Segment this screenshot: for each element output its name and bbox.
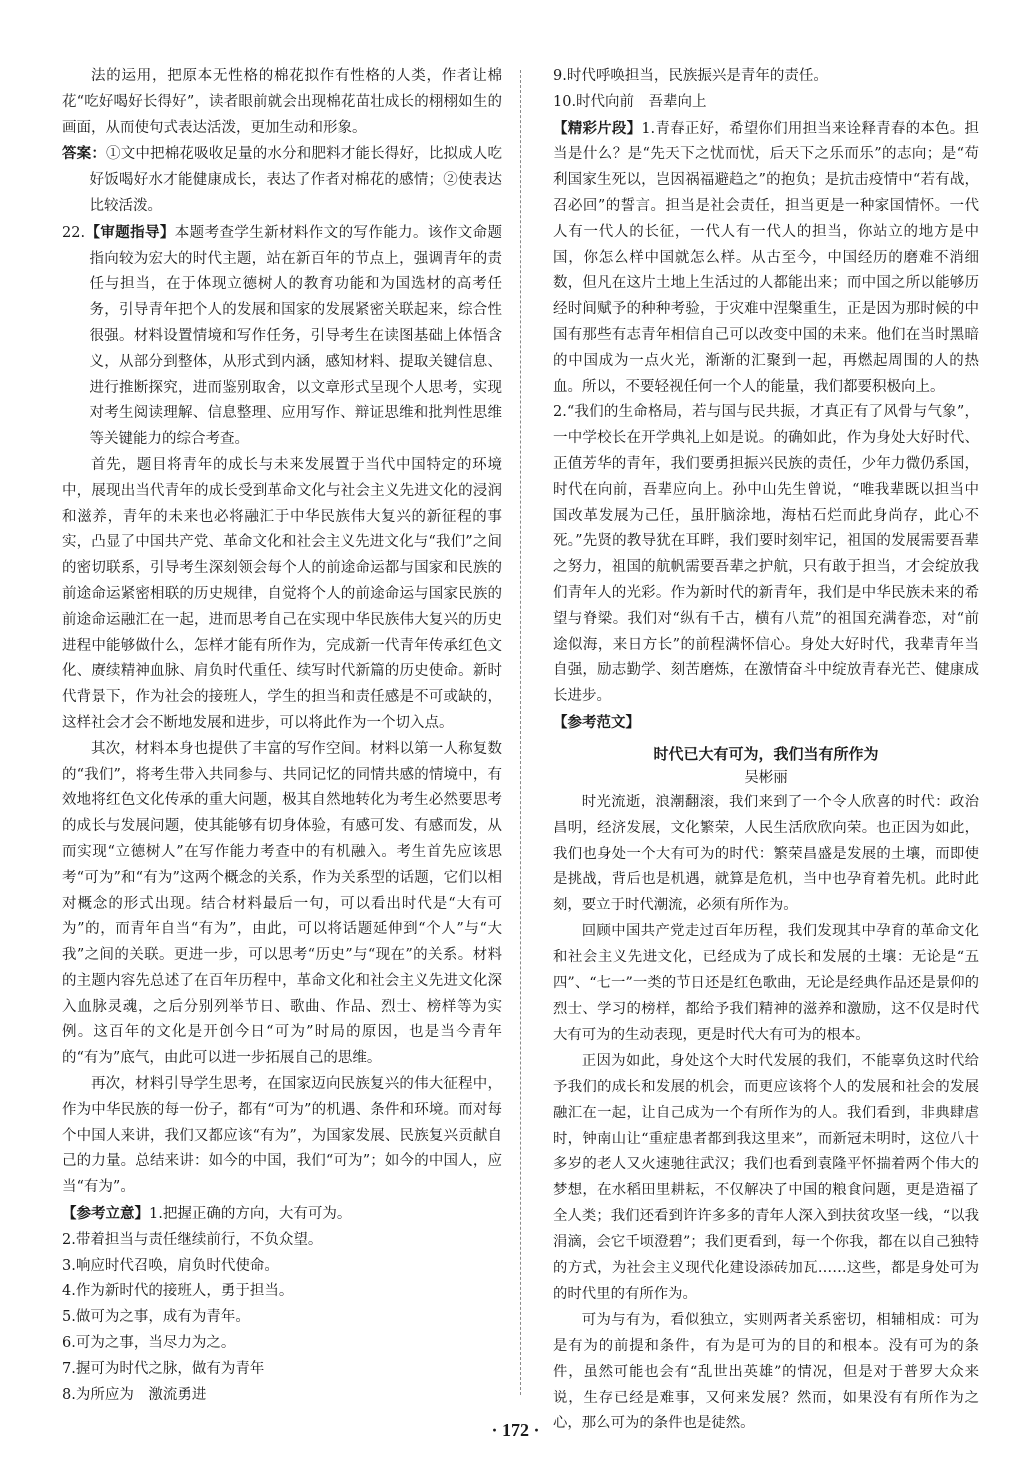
guide-text: 本题考查学生新材料作文的写作能力。该作文命题指向较为宏大的时代主题，站在新百年的节点上，强调青年的责任与担当，在于体现立德树人的教育功能和为国选材的高考任务，引导青年把个人的发展和国家的发展紧密关联起来，综合性很强。材料设置情境和写作任务，引导考生在读图基础上体悟含义，从部分到整体，从形式到内涵，感知材料、提取关键信息、进行推断探究，进而鉴别取舍，以文章形式呈现个人思考，实现对考生阅读理解、信息整理、应用写作、辩证思维和批判性思维等关键能力的综合考查。 — [89, 224, 502, 448]
idea-item: 3.响应时代召唤，肩负时代使命。 — [62, 1257, 279, 1274]
fragments-label: 【精彩片段】 — [553, 119, 642, 137]
sample-essay-label: 【参考范文】 — [553, 713, 640, 731]
essay-title: 时代已大有可为，我们当有所作为 — [653, 744, 879, 763]
explanation-paragraph: 法的运用，把原本无性格的棉花拟作有性格的人类，作者让棉花“吃好喝好长得好”，读者眼前就会出现棉花苗壮成长的栩栩如生的画面，从而使句式表达活泼，更加生动和形象。 — [62, 68, 502, 136]
idea-item: 2.带着担当与责任继续前行，不负众望。 — [62, 1231, 323, 1248]
ideas-label: 【参考立意】 — [62, 1205, 149, 1223]
ideas-heading — [62, 1201, 502, 1228]
left-column — [62, 64, 502, 1408]
column-divider — [520, 70, 521, 1395]
answer-label: 答案： — [62, 145, 107, 163]
idea-item: 1.把握正确的方向，大有可为。 — [149, 1206, 352, 1223]
question-number: 22. — [62, 224, 86, 241]
right-column — [553, 64, 979, 1437]
idea-item: 10.时代向前 吾辈向上 — [553, 93, 707, 110]
analysis-first-paragraph: 首先，题目将青年的成长与未来发展置于当代中国特定的环境中，展现出当代青年的成长受到革命文化与社会主义先进文化的浸润和滋养，青年的未来也必将融汇于中华民族伟大复兴的新征程的事实，凸显了中国共产党、革命文化和社会主义先进文化与“我们”之间的密切联系，引导考生深刻领会每个人的前途命运都与国家和民族的前途命运紧密相联的历史规律，自觉将个人的前途命运与国家民族的前途命运融汇在一起，进而思考自己在实现中华民族伟大复兴的历史进程中能够做什么，怎样才能有所作为，完成新一代青年传承红色文化、赓续精神血脉、肩负时代重任、续写时代新篇的历史使命。新时代背景下，作为社会的接班人，学生的担当和责任感是不可或缺的，这样社会才会不断地发展和进步，可以将此作为一个切入点。 — [62, 456, 502, 731]
idea-item: 7.握可为时代之脉，做有为青年 — [62, 1360, 265, 1377]
idea-item: 6.可为之事，当尽力为之。 — [62, 1335, 236, 1352]
essay-paragraph: 正因为如此，身处这个大时代发展的我们，不能辜负这时代给予我们的成长和发展的机会，而更应该将个人的发展和社会的发展融汇在一起，让自己成为一个有所作为的人。我们看到，非典肆虐时，钟南山让“重症患者都到我这里来”，而新冠未明时，这位八十多岁的老人又火速驰往武汉；我们也看到袁隆平怀揣着两个伟大的梦想，在水稻田里耕耘，不仅解决了中国的粮食问题，更是造福了全人类；我们还看到许许多多的青年人深入到扶贫攻坚一线，“以我涓滴，会它千顷澄碧”；我们更看到，每一个你我，都在以自己独特的方式，为社会主义现代化建设添砖加瓦……这些，都是身处可为的时代里的有所作为。 — [553, 1052, 979, 1302]
analysis-second-paragraph: 其次，材料本身也提供了丰富的写作空间。材料以第一人称复数的“我们”，将考生带入共同参与、共同记忆的同情共感的情境中，有效地将红色文化传承的重大问题，极其自然地转化为考生必然要思考的成长与发展问题，使其能够有切身体验，有感可发、有感而发，从而实现“立德树人”在写作能力考查中的有机融入。考生首先应该思考“可为”和“有为”这两个概念的关系，作为关系型的话题，它们以相对概念的形式出现。结合材料最后一句，可以看出时代是“大有可为”的，而青年自当“有为”，由此，可以将话题延伸到“个人”与“大我”之间的关联。更进一步，可以思考“历史”与“现在”的关系。材料的主题内容先总述了在百年历程中，革命文化和社会主义先进文化深入血脉灵魂，之后分别列举节日、歌曲、作品、烈士、榜样等为实例。这百年的文化是开创今日“可为”时局的原因，也是当今青年的“有为”底气，由此可以进一步拓展自己的思维。 — [62, 740, 502, 1067]
guide-label: 【审题指导】 — [85, 223, 175, 241]
idea-item: 9.时代呼唤担当，民族振兴是青年的责任。 — [553, 68, 828, 84]
idea-item: 5.做可为之事，成有为青年。 — [62, 1309, 250, 1326]
idea-item: 4.作为新时代的接班人，勇于担当。 — [62, 1283, 294, 1300]
page-number: · 172 · — [491, 1420, 540, 1440]
analysis-third-paragraph: 再次，材料引导学生思考，在国家迈向民族复兴的伟大征程中，作为中华民族的每一份子，都有“可为”的机遇、条件和环境。而对每个中国人来讲，我们又都应该“有为”，为国家发展、民族复兴贡献自己的力量。总结来讲：如今的中国，我们“可为”；如今的中国人，应当“有为”。 — [62, 1076, 502, 1196]
fragment-one-text: 1.青春正好，希望你们用担当来诠释青春的本色。担当是什么？是“先天下之忧而忧，后天下之乐而乐”的志向；是“苟利国家生死以，岂因祸福避趋之”的抱负；是抗击疫情中“若有战，召必回”的誓言。担当是社会责任，担当更是一种家国情怀。一代人有一代人的长征，一代人有一代人的担当，你站立的地方是中国，你怎么样中国就怎么样。从古至今，中国经历的磨难不消细数，但凡在这片土地上生活过的人都能出来；而中国之所以能够历经时间赋予的种种考验，于灾难中涅槃重生，正是因为那时候的中国有那些有志青年相信自己可以改变中国的未来。他们在当时黑暗的中国成为一点火光，渐渐的汇聚到一起，再燃起周围的人的热血。所以，不要轻视任何一个人的能量，我们都要积极向上。 — [553, 120, 979, 395]
answer-text: ①文中把棉花吸收足量的水分和肥料才能长得好，比拟成人吃好饭喝好水才能健康成长，表达了作者对棉花的感情；②使表达比较活泼。 — [89, 146, 503, 214]
answer-block — [62, 141, 502, 219]
essay-paragraph: 回顾中国共产党走过百年历程，我们发现其中孕育的革命文化和社会主义先进文化，已经成为了成长和发展的土壤：无论是“五四”、“七一”一类的节日还是红色歌曲，无论是经典作品还是景仰的烈士、学习的榜样，都给予我们精神的滋养和激励，这不仅是时代大有可为的生动表现，更是时代大有可为的根本。 — [553, 923, 979, 1043]
question-22-guide — [62, 220, 502, 453]
fragment-two: 2.“我们的生命格局，若与国与民共振，才真正有了风骨与气象”，一中学校长在开学典礼上如是说。的确如此，作为身处大好时代、正值芳华的青年，我们要勇担振兴民族的责任，少年力微仍系国，时代在向前，吾辈应向上。孙中山先生曾说，“唯我辈既以担当中国改革发展为己任，虽肝脑涂地，海枯石烂而此身尚存，此心不死。”先贤的教导犹在耳畔，我们要时刻牢记，祖国的发展需要吾辈之努力，祖国的航帆需要吾辈之护航，只有敢于担当，才会绽放我们青年人的光彩。作为新时代的新青年，我们是中华民族未来的希望与脊梁。我们对“纵有千古，横有八荒”的祖国充满眷恋，对“前途似海，来日方长”的前程满怀信心。身处大好时代，我辈青年当自强，励志勤学、刻苦磨炼，在激情奋斗中绽放青春光芒、健康成长进步。 — [553, 404, 979, 705]
essay-paragraph: 可为与有为，看似独立，实则两者关系密切，相辅相成：可为是有为的前提和条件，有为是可为的目的和根本。没有可为的条件，虽然可能也会有“乱世出英雄”的情况，但是对于普罗大众来说，生存已经是难事，又何来发展？然而，如果没有有所作为之心，那么可为的条件也是徒然。 — [553, 1311, 979, 1432]
idea-item: 8.为所应为 激流勇进 — [62, 1386, 207, 1403]
essay-author: 吴彬丽 — [744, 769, 788, 786]
fragment-one — [553, 116, 979, 401]
essay-paragraph: 时光流逝，浪潮翻滚，我们来到了一个令人欣喜的时代：政治昌明，经济发展，文化繁荣，人民生活欣欣向荣。也正因为如此，我们也身处一个大有可为的时代：繁荣昌盛是发展的土壤，而即使是挑战，背后也是机遇，就算是危机，当中也孕育着先机。此时此刻，要立于时代潮流，必须有所作为。 — [553, 793, 979, 914]
